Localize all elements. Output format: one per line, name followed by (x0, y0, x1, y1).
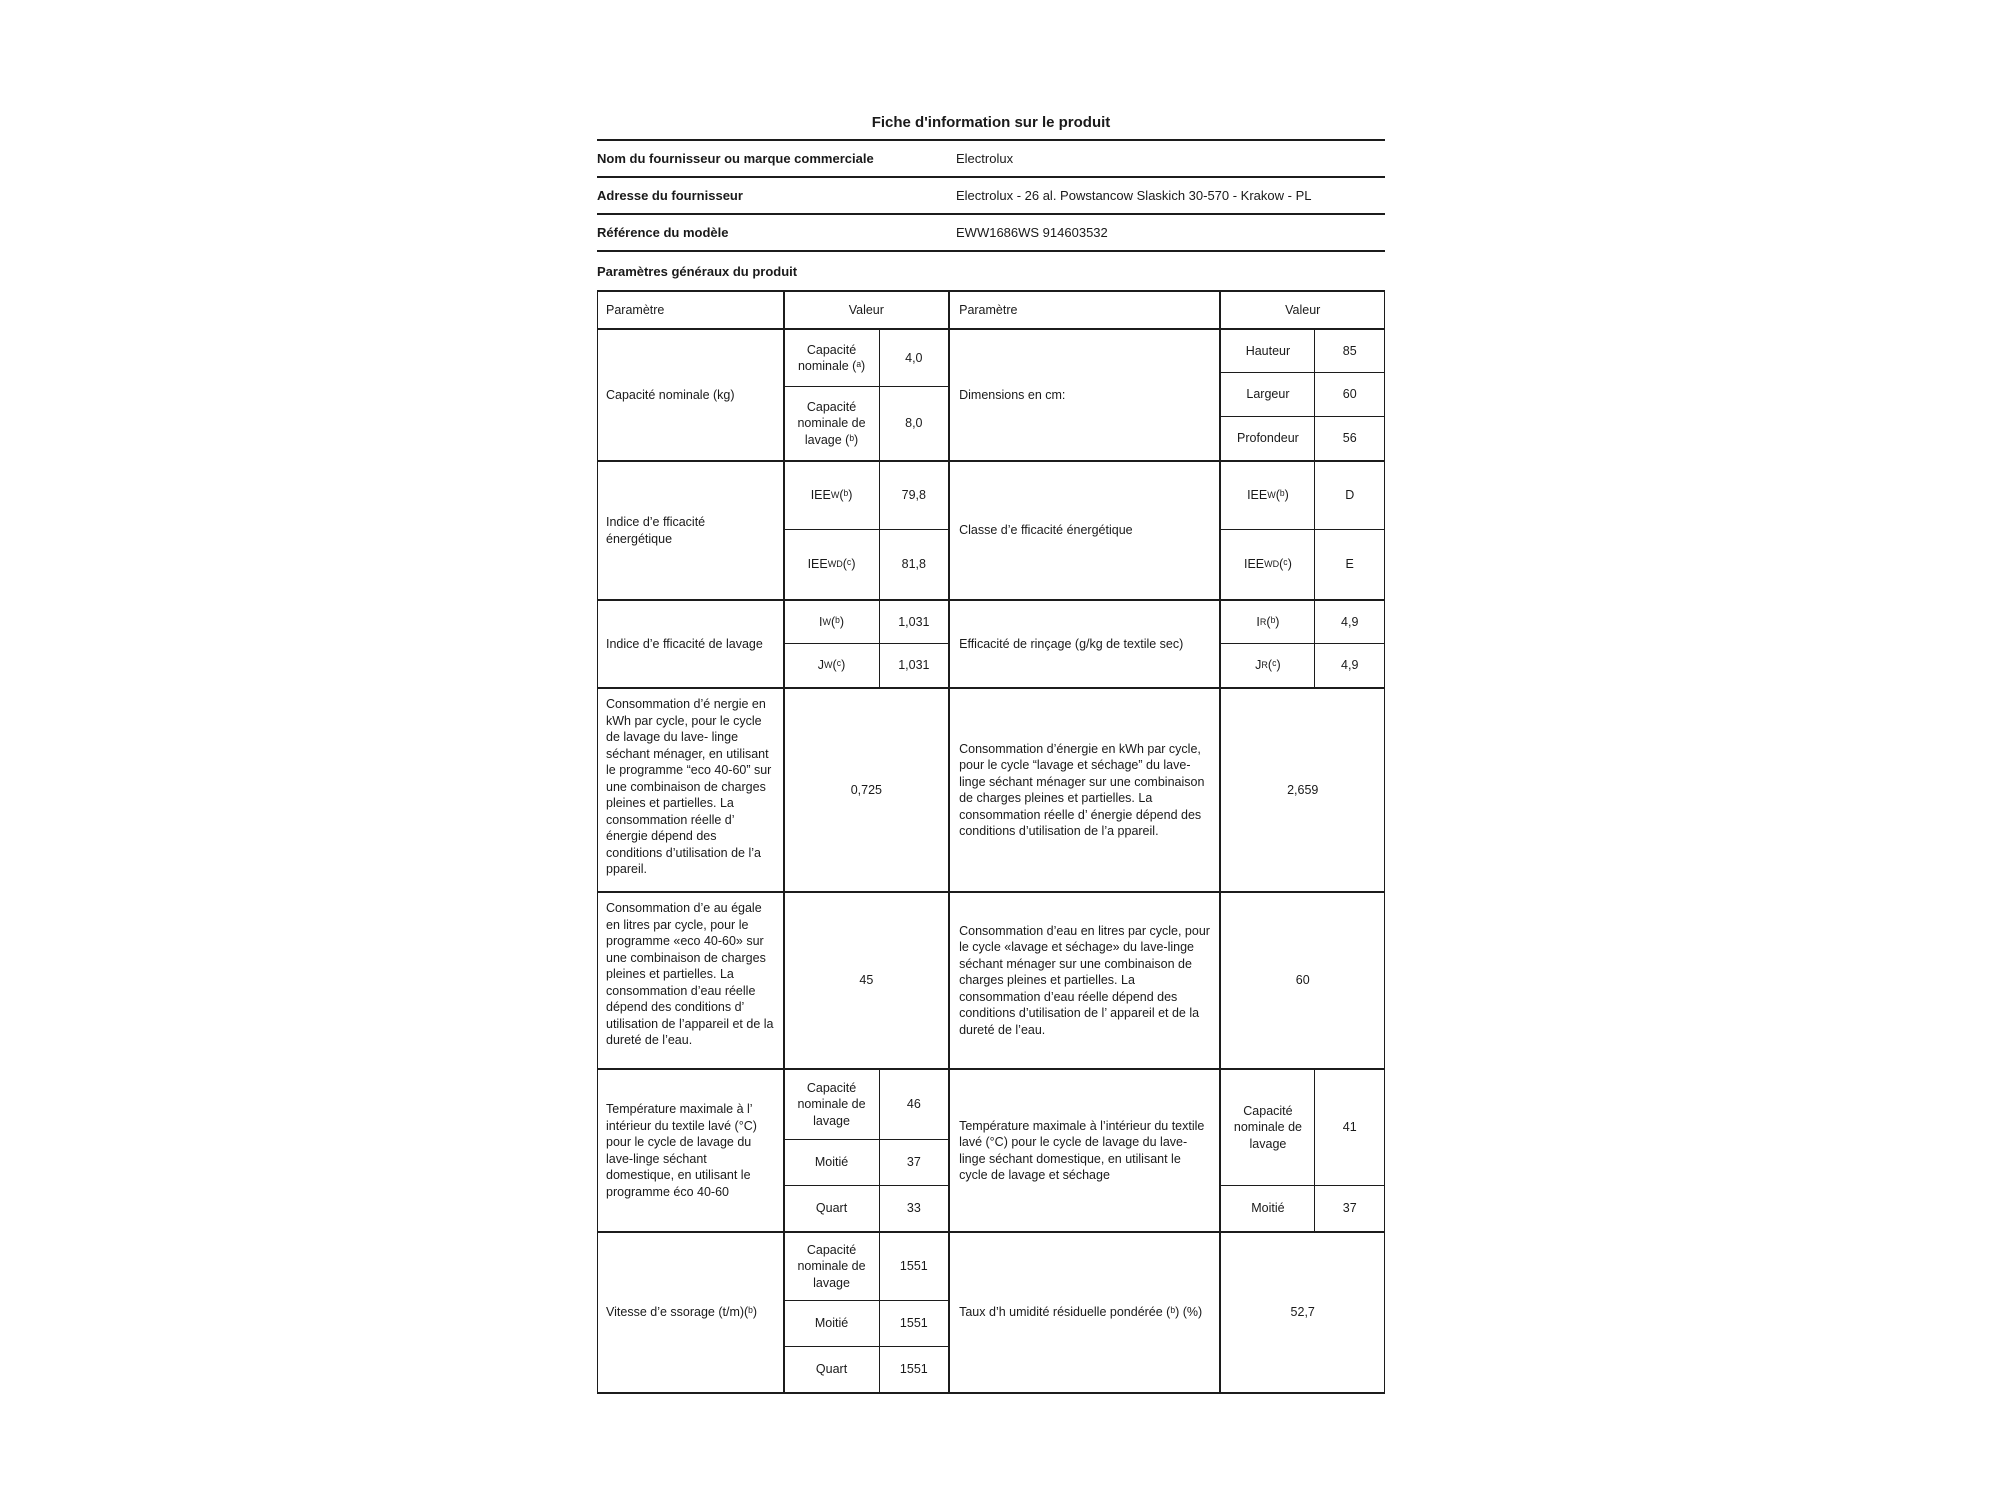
coefficient-base: IEE (810, 488, 831, 503)
sub-label-cell: Capacité nominale de lavage (1221, 1070, 1315, 1185)
value-cell: D (1345, 488, 1355, 503)
row-group-spin-speed (598, 1233, 1384, 1394)
param-cell: Classe d’e fficacité énergétique (950, 462, 1221, 599)
sub-row (785, 1140, 949, 1185)
sub-label-cell: Capacité nominale de lavage (785, 1233, 880, 1300)
sub-table (1221, 893, 1384, 1068)
header-value-right: Valeur (1285, 302, 1321, 317)
sub-table (1221, 1070, 1384, 1231)
value-cell: 4,9 (1341, 658, 1359, 673)
value-cell: 1,031 (898, 658, 930, 673)
sub-row (1221, 1186, 1384, 1231)
sub-label-cell: Quart (785, 1186, 880, 1231)
sub-label-cell: Capacité nominale de lavage (785, 1070, 880, 1139)
sub-table (785, 330, 951, 460)
sub-row (785, 530, 949, 599)
value-cell: 0,725 (850, 782, 882, 797)
document-title: Fiche d'information sur le produit (871, 114, 1111, 131)
header-parameter-left: Paramètre (598, 292, 785, 328)
sub-table (1221, 1233, 1384, 1392)
value-cell: 1,031 (898, 614, 930, 629)
value-cell: E (1345, 557, 1354, 572)
sub-row (785, 644, 949, 687)
sub-label-cell: Quart (785, 1347, 880, 1392)
value-cell: 8,0 (905, 416, 923, 431)
coefficient-subscript: R (1261, 660, 1268, 670)
coefficient-subscript: W (830, 490, 840, 500)
sub-row (1221, 644, 1384, 687)
sub-row (1221, 601, 1384, 644)
value-cell: 1551 (899, 1259, 928, 1274)
coefficient-label (785, 601, 880, 643)
sub-label-cell: Largeur (1221, 373, 1315, 415)
value-cell: 52,7 (1290, 1305, 1315, 1320)
param-cell: Consommation d’énergie en kWh par cycle, pour le cycle “lavage et séchage” du lave-linge séchant ménager sur une combinaison de charges pleines et partielles. La consommation réelle d’ énergie dépend des conditions d’utilisation de l’a ppareil. (950, 689, 1221, 891)
coefficient-subscript: WD (827, 559, 843, 569)
coefficient-subscript: W (1267, 490, 1276, 500)
coefficient-subscript: W (824, 660, 833, 670)
coefficient-superscript: (ᵇ) (1275, 488, 1289, 503)
sub-row (785, 462, 949, 530)
value-cell: 85 (1342, 343, 1357, 358)
value-cell: 41 (1342, 1120, 1357, 1135)
sub-label-cell: Capacité nominale de lavage (ᵇ) (785, 387, 880, 460)
value-cell: 81,8 (901, 557, 926, 572)
supplier-address-label: Adresse du fournisseur (597, 188, 743, 203)
model-reference-row (597, 213, 1385, 250)
general-parameters-table (597, 290, 1385, 1394)
param-cell: Indice d’e fficacité énergétique (598, 462, 785, 599)
sub-row (785, 330, 949, 387)
coefficient-superscript: (ᶜ) (832, 658, 846, 673)
model-reference-label: Référence du modèle (597, 225, 729, 240)
row-group-max-temperature (598, 1070, 1384, 1233)
value-cell: 4,0 (905, 350, 923, 365)
value-cell: 46 (906, 1097, 921, 1112)
coefficient-superscript: (ᵇ) (1266, 614, 1280, 629)
sub-row (1221, 530, 1384, 599)
row-group-energy-consumption (598, 689, 1384, 893)
row-group-water-consumption (598, 893, 1384, 1070)
sub-table (1221, 462, 1384, 599)
coefficient-subscript: W (822, 616, 832, 627)
sub-row (1221, 417, 1384, 460)
table-header-row (598, 292, 1384, 330)
coefficient-superscript: (ᵇ) (831, 614, 845, 629)
param-cell: Consommation d’eau en litres par cycle, pour le cycle «lavage et séchage» du lave-linge séchant ménager sur une combinaison de charges pleines et partielles. La consommation d’eau réelle dépend des conditions d’utilisation de l’ appareil et de la dureté de l’eau. (950, 893, 1221, 1068)
param-cell: Consommation d’é nergie en kWh par cycle, pour le cycle de lavage du lave- linge séchant ménager, en utilisant le programme “eco 40-60” sur une combinaison de charges pleines et partielles. La consommation réelle d’ énergie dépend des conditions d’utilisation de l’a ppareil. (598, 689, 785, 891)
param-cell: Température maximale à l’intérieur du textile lavé (°C) pour le cycle de lavage du lave-linge séchant domestique, en utilisant le cycle de lavage et séchage (950, 1070, 1221, 1231)
supplier-name-value: Electrolux (956, 151, 1014, 166)
coefficient-subscript: WD (1264, 559, 1280, 569)
value-cell: 1551 (899, 1362, 928, 1377)
value-cell: 45 (859, 973, 874, 988)
coefficient-label (1221, 644, 1315, 687)
coefficient-base: I (819, 614, 823, 629)
coefficient-label (785, 462, 880, 529)
sub-row (785, 1233, 949, 1301)
value-cell: 4,9 (1341, 614, 1359, 629)
coefficient-superscript: (ᶜ) (1279, 557, 1292, 572)
sub-row (785, 1301, 949, 1346)
sub-table (1221, 330, 1384, 460)
coefficient-label (785, 530, 880, 599)
value-cell: 60 (1295, 973, 1310, 988)
sub-label-cell: Moitié (785, 1301, 880, 1345)
coefficient-base: J (817, 658, 825, 673)
sub-table (785, 601, 951, 687)
sub-label-cell: Hauteur (1221, 330, 1315, 372)
sub-row (785, 1186, 949, 1231)
supplier-info-table (597, 139, 1385, 252)
coefficient-label (1221, 462, 1315, 529)
coefficient-base: IEE (807, 557, 828, 572)
value-cell: 56 (1342, 431, 1357, 446)
value-cell: 37 (1342, 1201, 1357, 1216)
sub-row (785, 1347, 949, 1392)
product-information-sheet (597, 114, 1385, 1394)
param-cell: Efficacité de rinçage (g/kg de textile sec) (950, 601, 1221, 687)
sub-row (785, 601, 949, 644)
model-reference-value: EWW1686WS 914603532 (956, 225, 1108, 240)
coefficient-base: IEE (1243, 557, 1265, 572)
sub-table (785, 1070, 951, 1231)
sub-row (1221, 373, 1384, 416)
value-cell: 60 (1342, 387, 1357, 402)
param-cell: Capacité nominale (kg) (598, 330, 785, 460)
param-cell: Taux d’h umidité résiduelle pondérée (ᵇ) (%) (950, 1233, 1221, 1392)
param-cell: Vitesse d’e ssorage (t/m)(ᵇ) (598, 1233, 785, 1392)
coefficient-label (785, 644, 880, 687)
supplier-address-value: Electrolux - 26 al. Powstancow Slaskich 30-570 - Krakow - PL (956, 188, 1312, 203)
row-group-capacity (598, 330, 1384, 462)
coefficient-base: IEE (1247, 488, 1268, 503)
sub-label-cell: Capacité nominale (ᵃ) (785, 330, 880, 386)
sub-label-cell: Moitié (785, 1140, 880, 1184)
supplier-name-label: Nom du fournisseur ou marque commerciale (597, 151, 874, 166)
coefficient-superscript: (ᵇ) (839, 488, 853, 503)
coefficient-label (1221, 530, 1315, 599)
coefficient-superscript: (ᶜ) (842, 557, 856, 572)
value-cell: 37 (906, 1155, 921, 1170)
coefficient-label (1221, 601, 1315, 643)
sub-row (785, 387, 949, 460)
sub-row (1221, 1070, 1384, 1186)
param-cell: Indice d’e fficacité de lavage (598, 601, 785, 687)
sub-label-cell: Profondeur (1221, 417, 1315, 460)
header-parameter-right: Paramètre (950, 292, 1221, 328)
value-cell: 1551 (899, 1316, 928, 1331)
supplier-name-row (597, 139, 1385, 176)
header-value-left: Valeur (785, 292, 951, 328)
sub-table (785, 893, 951, 1068)
coefficient-subscript: R (1259, 616, 1267, 627)
value-cell: 33 (906, 1201, 921, 1216)
sub-table (1221, 601, 1384, 687)
param-cell: Consommation d’e au égale en litres par cycle, pour le programme «eco 40-60» sur une combinaison de charges pleines et partielles. La consommation d’eau réelle dépend des conditions d’ utilisation de l’appareil et de la dureté de l’eau. (598, 893, 785, 1068)
coefficient-base: I (1256, 614, 1260, 629)
sub-table (785, 1233, 951, 1392)
sub-label-cell: Moitié (1221, 1186, 1315, 1231)
supplier-address-row (597, 176, 1385, 213)
param-cell: Dimensions en cm: (950, 330, 1221, 460)
coefficient-base: J (1255, 658, 1262, 673)
sub-row (1221, 462, 1384, 530)
row-group-washing-efficiency (598, 601, 1384, 689)
sub-table (785, 689, 951, 891)
sub-row (785, 1070, 949, 1140)
coefficient-superscript: (ᶜ) (1267, 658, 1281, 673)
row-group-energy-efficiency (598, 462, 1384, 601)
param-cell: Température maximale à l’ intérieur du textile lavé (°C) pour le cycle de lavage du lave-linge séchant domestique, en utilisant le programme éco 40-60 (598, 1070, 785, 1231)
section-heading-general-parameters: Paramètres généraux du produit (597, 264, 798, 279)
sub-table (785, 462, 951, 599)
value-cell: 2,659 (1287, 782, 1319, 797)
value-cell: 79,8 (901, 488, 926, 503)
sub-row (1221, 330, 1384, 373)
sub-table (1221, 689, 1384, 891)
